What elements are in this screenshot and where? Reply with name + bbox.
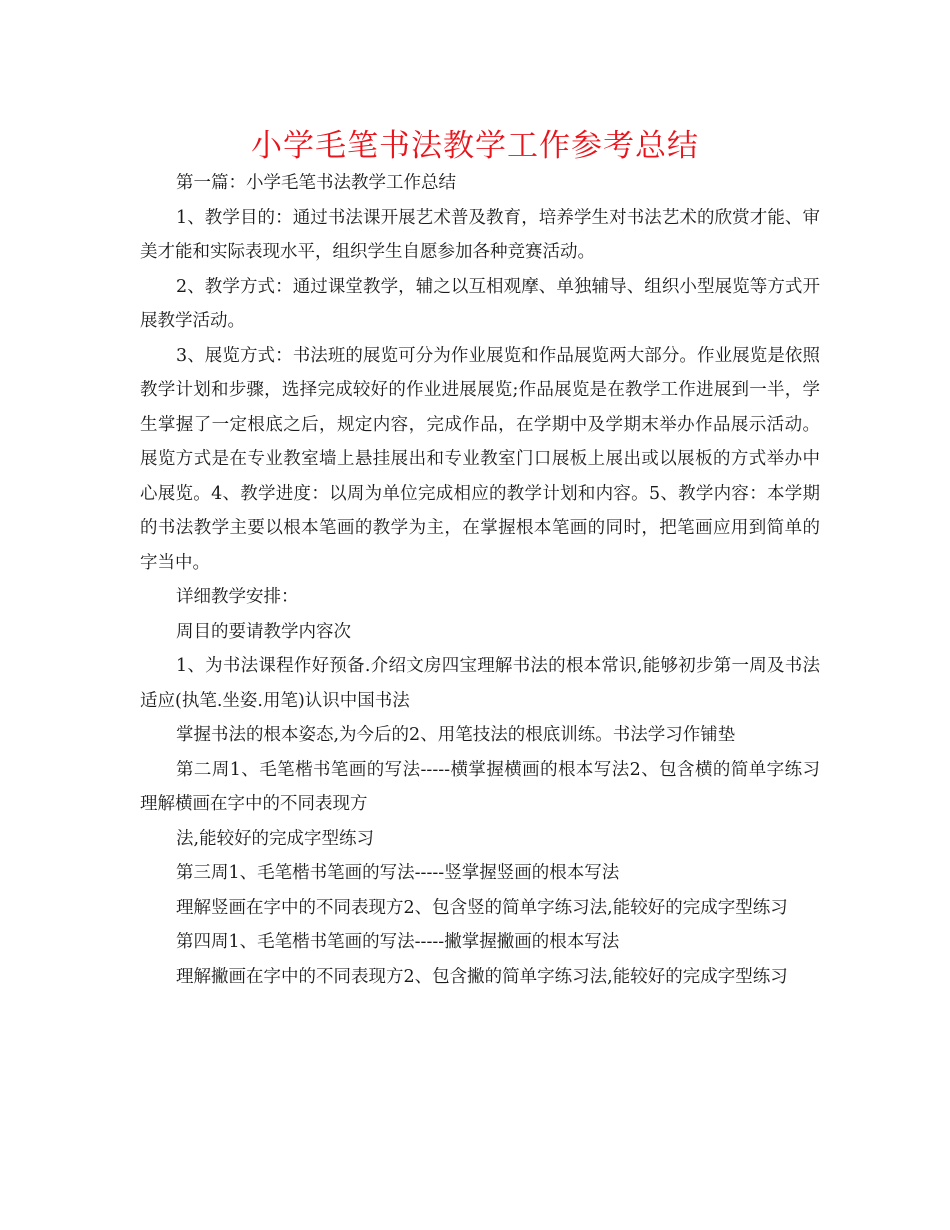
paragraph: 第一篇：小学毛笔书法教学工作总结 [176,173,456,193]
paragraph: 理解竖画在字中的不同表现方2、包含竖的简单字练习法,能较好的完成字型练习 [176,897,788,918]
paragraph: 1、为书法课程作好预备.介绍文房四宝理解书法的根本常识,能够初步第一周及书法适应(执笔.坐姿.用笔)认识中国书法 [140,656,820,711]
paragraph: 第三周1、毛笔楷书笔画的写法-----竖掌握竖画的根本写法 [176,863,620,883]
paragraph: 理解撇画在字中的不同表现方2、包含撇的简单字练习法,能较好的完成字型练习 [176,966,788,987]
paragraph: 第二周1、毛笔楷书笔画的写法-----横掌握横画的根本写法2、包含横的简单字练习理解横画在字中的不同表现方 [140,759,820,814]
paragraph: 周目的要请教学内容次 [176,621,351,642]
paragraph: 掌握书法的根本姿态,为今后的2、用笔技法的根底训练。书法学习作铺垫 [176,725,736,745]
document-title: 小学毛笔书法教学工作参考总结 [251,128,699,164]
paragraph: 3、展览方式：书法班的展览可分为作业展览和作品展览两大部分。作业展览是依照教学计划和步骤，选择完成较好的作业进展展览;作品展览是在教学工作进展到一半，学生掌握了一定根底之后，规定内容，完成作品，在学期中及学期末举办作品展示活动。展览方式是在专业教室墙上悬挂展出和专业教室门口展板上展出或以展板的方式举办中心展览。4、教学进度：以周为单位完成相应的教学计划和内容。5、教学内容：本学期的书法教学主要以根本笔画的教学为主，在掌握根本笔画的同时，把笔画应用到简单的字当中。 [140,345,820,573]
paragraph: 详细教学安排： [176,587,299,607]
paragraph: 法,能较好的完成字型练习 [176,828,375,849]
paragraph: 1、教学目的：通过书法课开展艺术普及教育，培养学生对书法艺术的欣赏才能、审美才能和实际表现水平，组织学生自愿参加各种竞赛活动。 [140,207,820,262]
paragraph: 2、教学方式：通过课堂教学，辅之以互相观摩、单独辅导、组织小型展览等方式开展教学活动。 [140,276,820,331]
paragraph: 第四周1、毛笔楷书笔画的写法-----撇掌握撇画的根本写法 [176,932,620,952]
document-body [140,166,820,994]
